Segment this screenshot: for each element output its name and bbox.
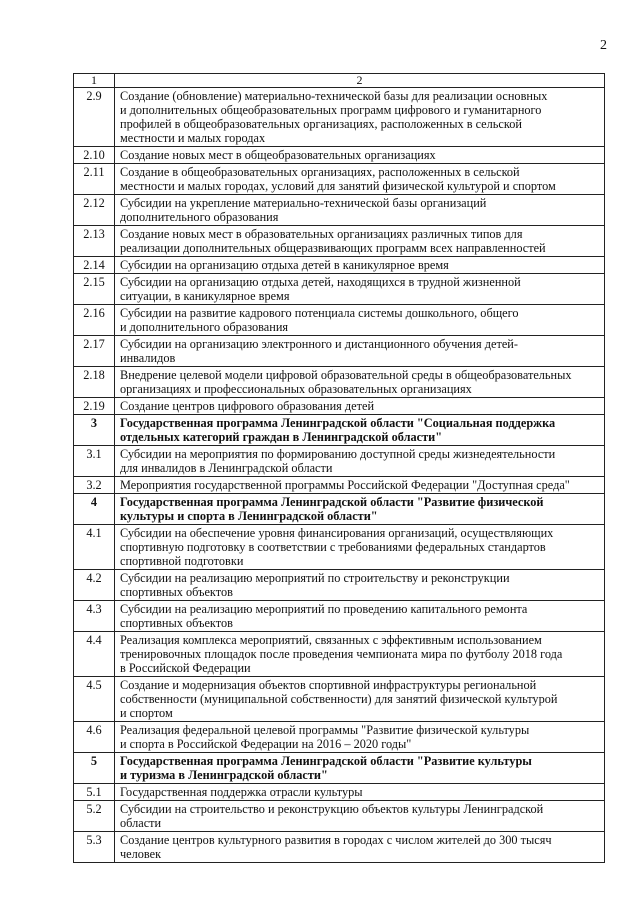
row-text: Создание новых мест в общеобразовательных организациях xyxy=(115,147,605,164)
program-table xyxy=(73,73,605,863)
row-number: 2.10 xyxy=(74,147,115,164)
table-row xyxy=(74,477,605,494)
row-number: 2.17 xyxy=(74,336,115,367)
table-row xyxy=(74,722,605,753)
row-text: Внедрение целевой модели цифровой образовательной среды в общеобразовательных организациях и профессиональных образовательных организациях xyxy=(115,367,605,398)
row-text: Субсидии на организацию электронного и дистанционного обучения детей- инвалидов xyxy=(115,336,605,367)
row-number: 5 xyxy=(74,753,115,784)
table-row xyxy=(74,677,605,722)
row-text: Субсидии на реализацию мероприятий по проведению капитального ремонта спортивных объектов xyxy=(115,601,605,632)
row-number: 2.11 xyxy=(74,164,115,195)
row-text: Создание в общеобразовательных организациях, расположенных в сельской местности и малых городах, условий для занятий физической культурой и спортом xyxy=(115,164,605,195)
row-text: Создание новых мест в образовательных организациях различных типов для реализации дополнительных общеразвивающих программ всех направленностей xyxy=(115,226,605,257)
row-number: 5.1 xyxy=(74,784,115,801)
table-row xyxy=(74,367,605,398)
row-number: 2.14 xyxy=(74,257,115,274)
header-col-2: 2 xyxy=(115,74,605,88)
row-number: 3.1 xyxy=(74,446,115,477)
row-number: 5.3 xyxy=(74,832,115,863)
row-text: Создание (обновление) материально-технической базы для реализации основных и дополнительных общеобразовательных программ цифрового и гуманитарного профилей в общеобразовательных организациях, расположенных в сельской местности и малых городах xyxy=(115,88,605,147)
table-row xyxy=(74,801,605,832)
row-number: 2.9 xyxy=(74,88,115,147)
row-text: Государственная программа Ленинградской области "Развитие культуры и туризма в Ленинградской области" xyxy=(115,753,605,784)
table-row xyxy=(74,195,605,226)
header-col-1: 1 xyxy=(74,74,115,88)
row-number: 4.5 xyxy=(74,677,115,722)
row-text: Субсидии на развитие кадрового потенциала системы дошкольного, общего и дополнительного образования xyxy=(115,305,605,336)
row-text: Субсидии на организацию отдыха детей в каникулярное время xyxy=(115,257,605,274)
table-section-row xyxy=(74,415,605,446)
row-number: 4.4 xyxy=(74,632,115,677)
table-row xyxy=(74,305,605,336)
table-row xyxy=(74,832,605,863)
row-text: Субсидии на мероприятия по формированию доступной среды жизнедеятельности для инвалидов в Ленинградской области xyxy=(115,446,605,477)
row-text: Субсидии на строительство и реконструкцию объектов культуры Ленинградской области xyxy=(115,801,605,832)
table-row xyxy=(74,398,605,415)
table-row xyxy=(74,525,605,570)
row-text: Государственная программа Ленинградской области "Социальная поддержка отдельных категорий граждан в Ленинградской области" xyxy=(115,415,605,446)
row-text: Создание и модернизация объектов спортивной инфраструктуры региональной собственности (муниципальной собственности) для занятий физической культурой и спортом xyxy=(115,677,605,722)
row-text: Создание центров цифрового образования детей xyxy=(115,398,605,415)
table-row xyxy=(74,147,605,164)
table-row xyxy=(74,784,605,801)
row-text: Государственная программа Ленинградской области "Развитие физической культуры и спорта в Ленинградской области" xyxy=(115,494,605,525)
row-number: 3 xyxy=(74,415,115,446)
row-number: 3.2 xyxy=(74,477,115,494)
row-number: 4.1 xyxy=(74,525,115,570)
row-text: Субсидии на организацию отдыха детей, находящихся в трудной жизненной ситуации, в каникулярное время xyxy=(115,274,605,305)
row-number: 4 xyxy=(74,494,115,525)
table-row xyxy=(74,632,605,677)
row-text: Субсидии на укрепление материально-технической базы организаций дополнительного образования xyxy=(115,195,605,226)
row-number: 4.6 xyxy=(74,722,115,753)
row-text: Субсидии на реализацию мероприятий по строительству и реконструкции спортивных объектов xyxy=(115,570,605,601)
row-number: 2.12 xyxy=(74,195,115,226)
row-number: 2.16 xyxy=(74,305,115,336)
row-text: Создание центров культурного развития в городах с числом жителей до 300 тысяч человек xyxy=(115,832,605,863)
table-row xyxy=(74,164,605,195)
table-row xyxy=(74,446,605,477)
table-row xyxy=(74,226,605,257)
table-row xyxy=(74,257,605,274)
row-text: Реализация федеральной целевой программы "Развитие физической культуры и спорта в Российской Федерации на 2016 – 2020 годы" xyxy=(115,722,605,753)
row-text: Субсидии на обеспечение уровня финансирования организаций, осуществляющих спортивную подготовку в соответствии с требованиями федеральных стандартов спортивной подготовки xyxy=(115,525,605,570)
row-number: 4.2 xyxy=(74,570,115,601)
table-row xyxy=(74,274,605,305)
table-section-row xyxy=(74,753,605,784)
table-row xyxy=(74,336,605,367)
table-row xyxy=(74,570,605,601)
row-number: 2.13 xyxy=(74,226,115,257)
table-header-row xyxy=(74,74,605,88)
row-number: 2.18 xyxy=(74,367,115,398)
table-row xyxy=(74,88,605,147)
table-row xyxy=(74,601,605,632)
row-number: 2.19 xyxy=(74,398,115,415)
row-number: 2.15 xyxy=(74,274,115,305)
row-text: Реализация комплекса мероприятий, связанных с эффективным использованием тренировочных площадок после проведения чемпионата мира по футболу 2018 года в Российской Федерации xyxy=(115,632,605,677)
row-text: Мероприятия государственной программы Российской Федерации "Доступная среда" xyxy=(115,477,605,494)
row-number: 4.3 xyxy=(74,601,115,632)
row-text: Государственная поддержка отрасли культуры xyxy=(115,784,605,801)
table-section-row xyxy=(74,494,605,525)
row-number: 5.2 xyxy=(74,801,115,832)
page-number: 2 xyxy=(600,38,607,53)
